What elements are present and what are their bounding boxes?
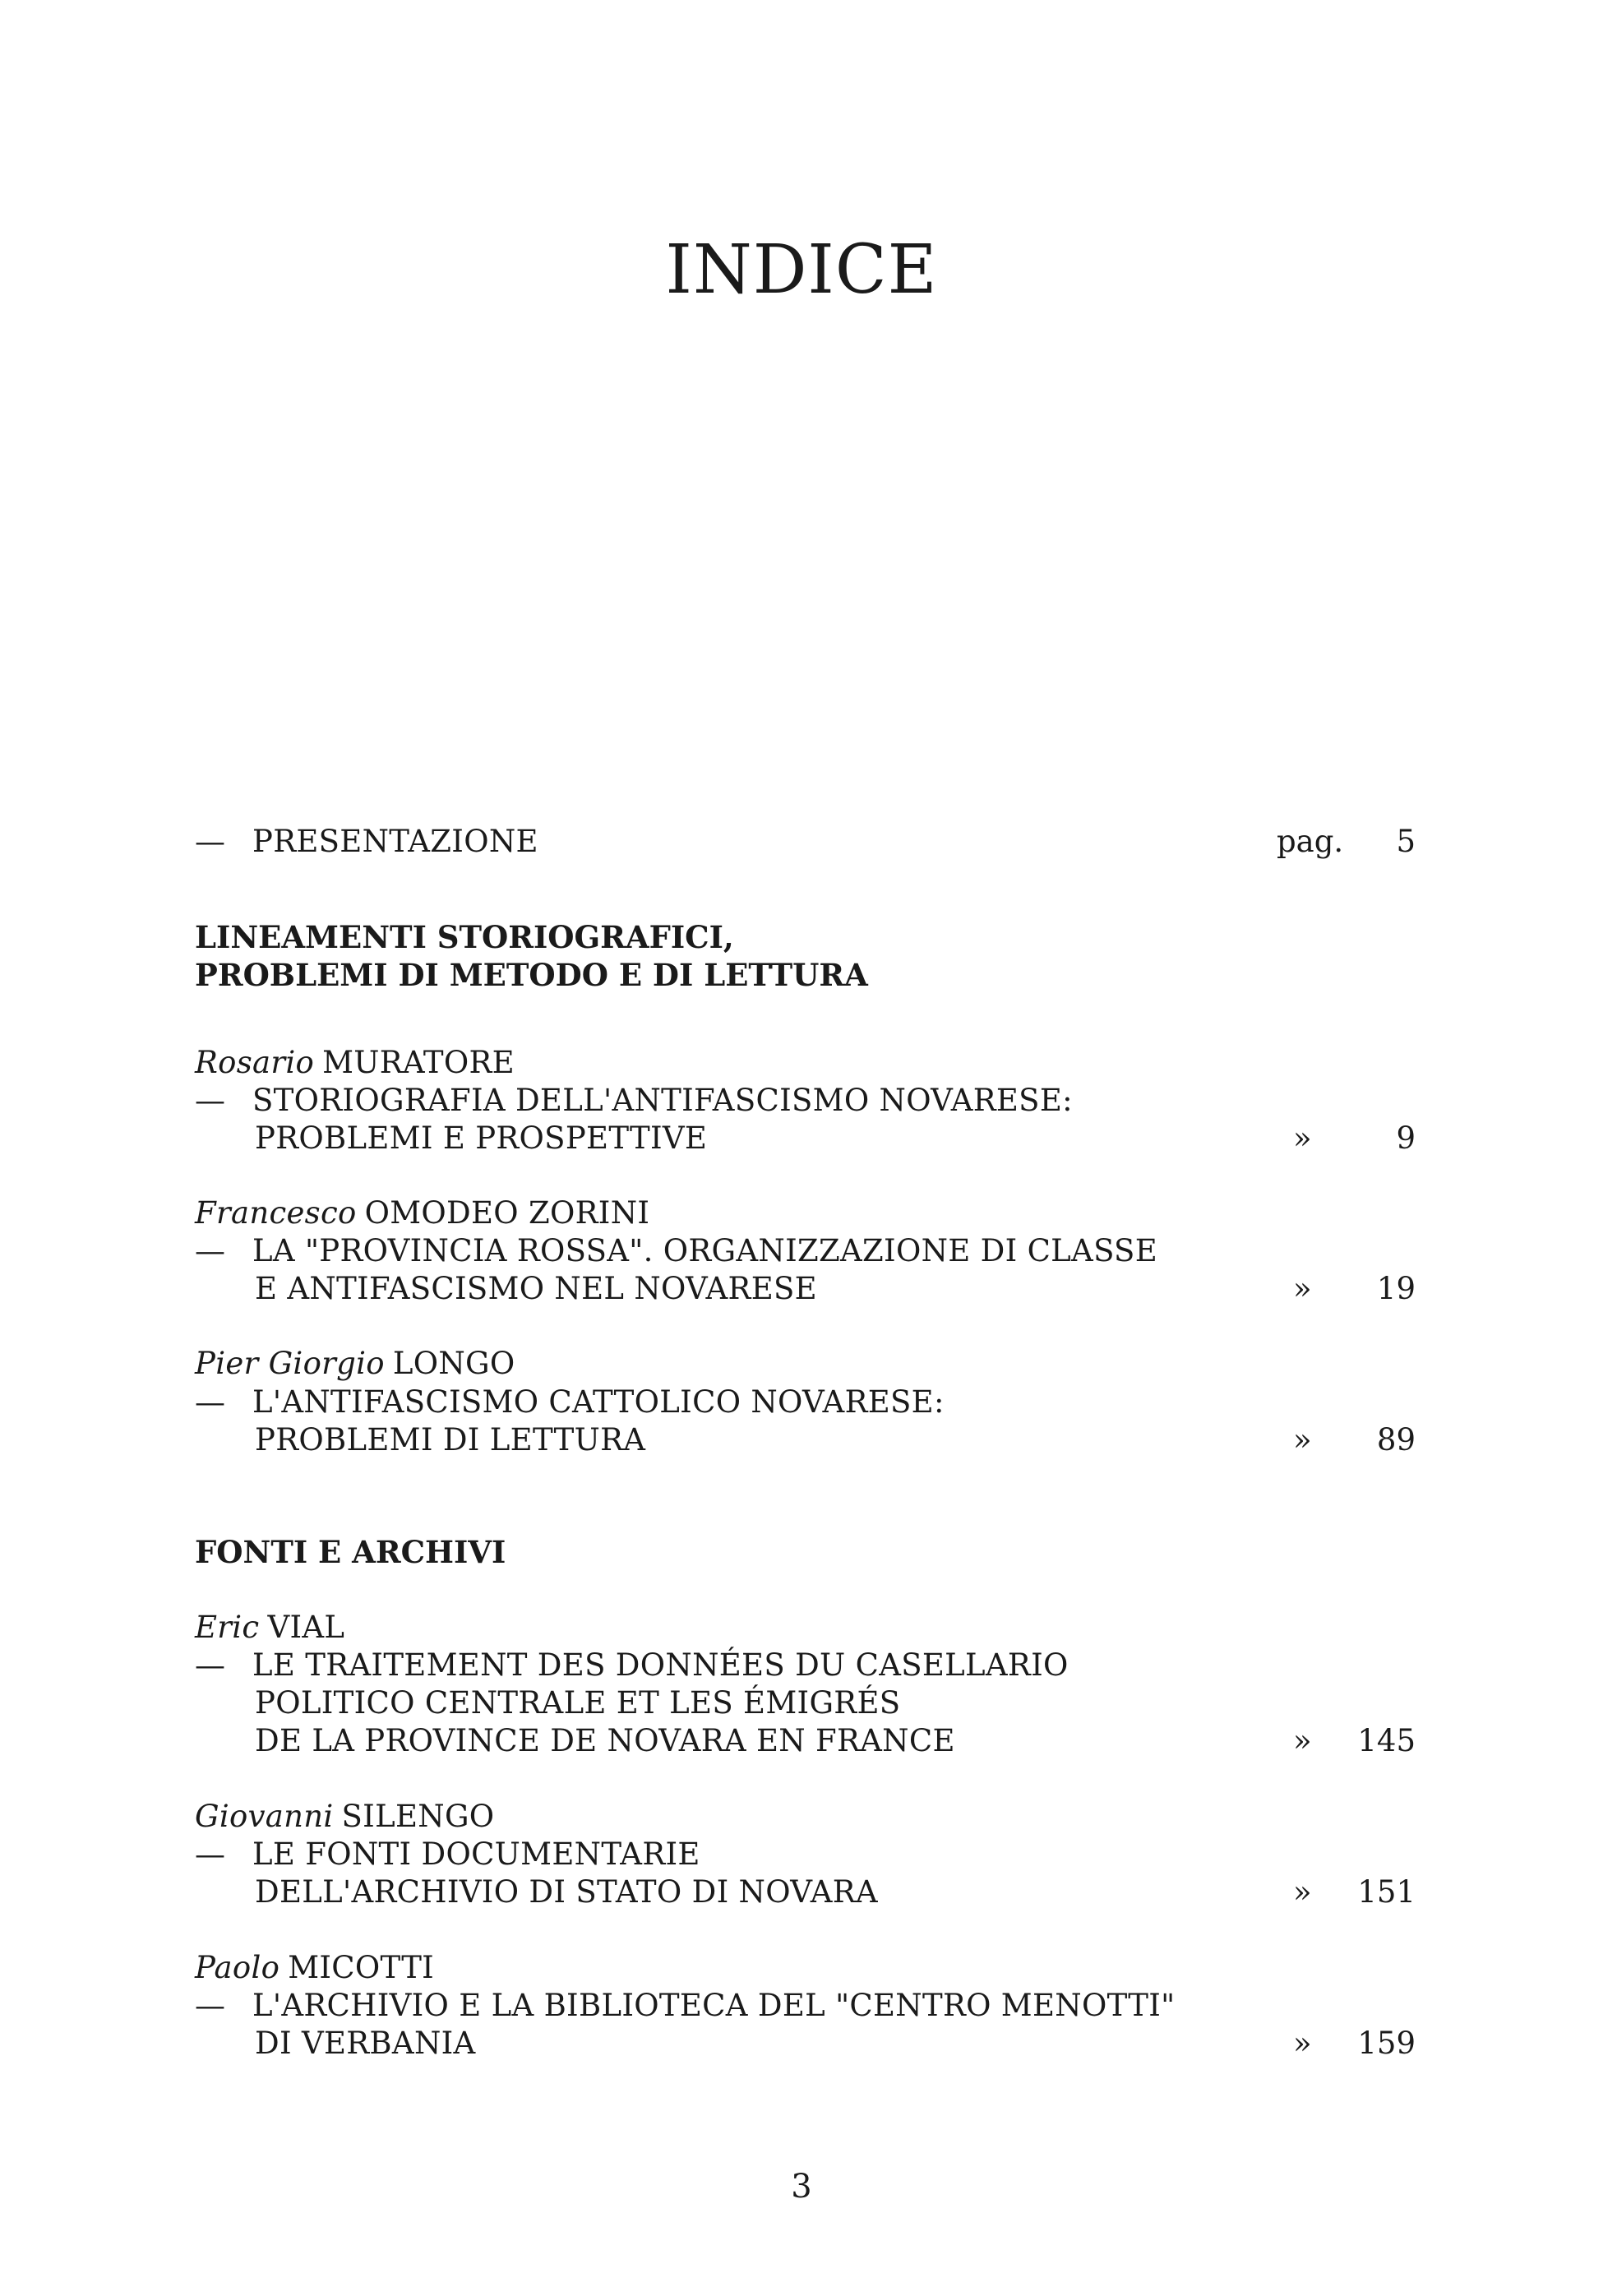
page-number: 5 [1396, 824, 1416, 859]
page-number: 151 [1357, 1874, 1416, 1910]
page-number: 89 [1376, 1422, 1416, 1458]
toc-entry-title[interactable] [195, 1232, 1157, 1270]
author [195, 1044, 515, 1082]
author-last-name: OMODEO ZORINI [364, 1195, 650, 1231]
page-title: INDICE [665, 231, 938, 309]
toc-entry-title[interactable] [195, 1647, 1069, 1684]
page-marker: » [1293, 1422, 1312, 1458]
author-last-name: SILENGO [341, 1799, 495, 1834]
page-number: 145 [1357, 1723, 1416, 1758]
section-heading-line-2: PROBLEMI DI METODO E DI LETTURA [195, 957, 868, 993]
author [195, 1949, 434, 1987]
toc-entry-title[interactable] [195, 1082, 1073, 1120]
entry-title-line-1: STORIOGRAFIA DELL'ANTIFASCISMO NOVARESE: [252, 1083, 1073, 1118]
author-last-name: MICOTTI [288, 1950, 435, 1985]
folio-page-number: 3 [791, 2168, 812, 2206]
entry-title-line-1: L'ANTIFASCISMO CATTOLICO NOVARESE: [252, 1384, 945, 1420]
page-number: 9 [1396, 1120, 1416, 1156]
page-marker: » [1293, 2026, 1312, 2061]
author [195, 1194, 649, 1232]
author [195, 1609, 344, 1647]
toc-entry-title[interactable] [195, 1384, 945, 1421]
section-heading: FONTI E ARCHIVI [195, 1534, 506, 1570]
page-marker: » [1293, 1120, 1312, 1156]
page-marker: » [1293, 1271, 1312, 1306]
section-heading-line-1: LINEAMENTI STORIOGRAFICI, [195, 919, 734, 955]
dash-mark: — [195, 1647, 226, 1683]
entry-title-line-1: LE FONTI DOCUMENTARIE [252, 1836, 700, 1872]
toc-entry-title[interactable] [195, 1836, 700, 1873]
entry-title-line-3: DE LA PROVINCE DE NOVARA EN FRANCE [255, 1723, 955, 1758]
entry-title-line-1: LA "PROVINCIA ROSSA". ORGANIZZAZIONE DI CLASSE [252, 1233, 1158, 1268]
toc-entry-title[interactable] [195, 1987, 1176, 2025]
dash-mark: — [195, 1988, 226, 2023]
page-number: 19 [1376, 1271, 1416, 1306]
entry-title-line-2: DI VERBANIA [255, 2026, 476, 2061]
dash-mark: — [195, 824, 226, 859]
entry-title: PRESENTAZIONE [252, 824, 538, 859]
entry-title-line-2: DELL'ARCHIVIO DI STATO DI NOVARA [255, 1874, 878, 1910]
entry-title-line-1: L'ARCHIVIO E LA BIBLIOTECA DEL "CENTRO MENOTTI" [252, 1988, 1176, 2023]
entry-title-line-2: PROBLEMI DI LETTURA [255, 1422, 646, 1458]
dash-mark: — [195, 1083, 226, 1118]
author-last-name: VIAL [267, 1610, 345, 1645]
dash-mark: — [195, 1233, 226, 1268]
author [195, 1345, 515, 1383]
author-first-name: Rosario [195, 1045, 315, 1080]
entry-title-line-2: POLITICO CENTRALE ET LES ÉMIGRÉS [255, 1685, 901, 1721]
dash-mark: — [195, 1836, 226, 1872]
entry-title-line-2: E ANTIFASCISMO NEL NOVARESE [255, 1271, 817, 1306]
dash-mark: — [195, 1384, 226, 1420]
author-last-name: MURATORE [322, 1045, 515, 1080]
author [195, 1798, 494, 1836]
entry-title-line-2: PROBLEMI E PROSPETTIVE [255, 1120, 708, 1156]
author-first-name: Eric [195, 1610, 260, 1645]
author-first-name: Paolo [195, 1950, 280, 1985]
author-first-name: Pier Giorgio [195, 1346, 385, 1381]
entry-title-line-1: LE TRAITEMENT DES DONNÉES DU CASELLARIO [252, 1647, 1069, 1683]
page-marker: » [1293, 1723, 1312, 1758]
pag-label: pag. [1277, 824, 1344, 859]
page-number: 159 [1357, 2026, 1416, 2061]
author-first-name: Francesco [195, 1195, 357, 1231]
page-marker: » [1293, 1874, 1312, 1910]
author-first-name: Giovanni [195, 1799, 334, 1834]
author-last-name: LONGO [392, 1346, 515, 1381]
toc-entry-presentazione[interactable] [195, 823, 538, 861]
